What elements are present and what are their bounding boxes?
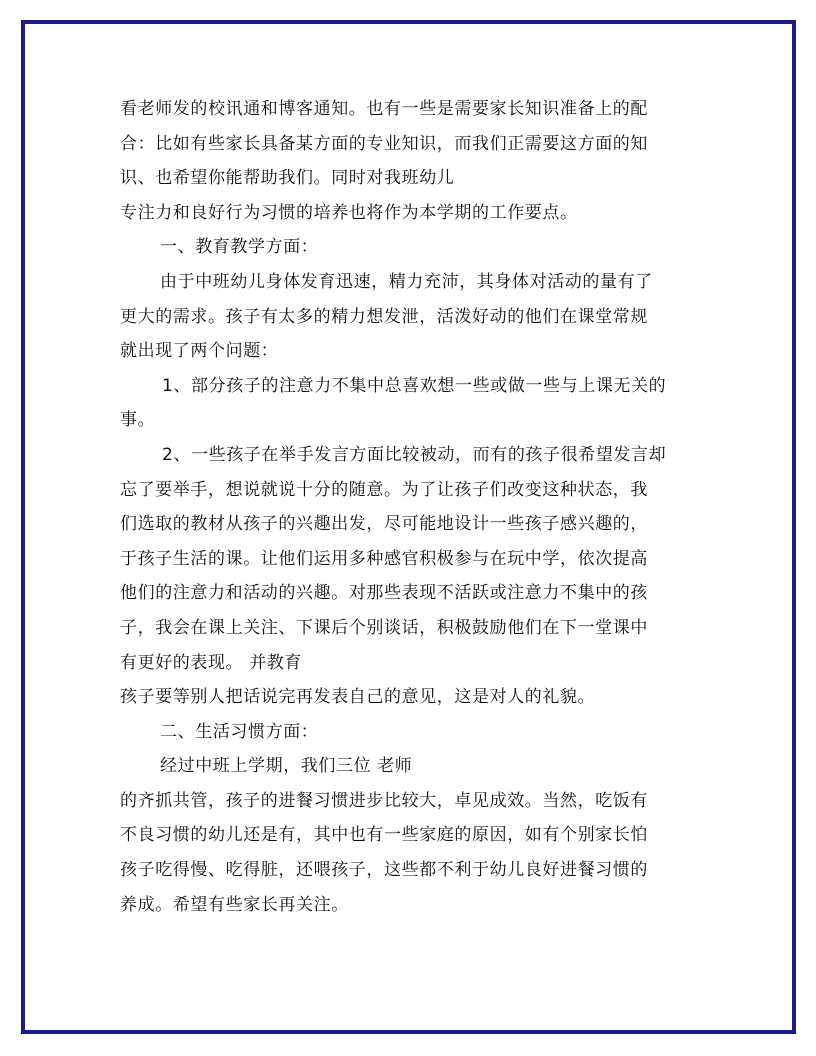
text-line: 不良习惯的幼儿还是有，其中也有一些家庭的原因，如有个别家长怕 [120,825,648,846]
text-line: 们选取的教材从孩子的兴趣出发，尽可能地设计一些孩子感兴趣的， [120,514,648,535]
text-line: 于孩子生活的课。让他们运用多种感官积极参与在玩中学，依次提高 [120,548,648,569]
text-line: 专注力和良好行为习惯的培养也将作为本学期的工作要点。 [120,202,578,223]
list-item: 2、一些孩子在举手发言方面比较被动，而有的孩子很希望发言却 [162,444,667,465]
text-line: 孩子吃得慢、吃得脏，还喂孩子，这些都不利于幼儿良好进餐习惯的 [120,860,648,881]
text-line: 经过中班上学期，我们三位 老师 [160,756,413,777]
text-line: 子，我会在课上关注、下课后个别谈话，积极鼓励他们在下一堂课中 [120,617,648,638]
text-line: 养成。希望有些家长再关注。 [120,894,349,915]
section-heading: 二、生活习惯方面： [160,721,319,742]
document-body [120,92,700,922]
text-line: 合：比如有些家长具备某方面的专业知识，而我们正需要这方面的知 [120,133,648,154]
section-heading: 一、教育教学方面： [160,237,319,258]
text-line: 更大的需求。孩子有太多的精力想发泄，活泼好动的他们在课堂常规 [120,306,648,327]
text-line: 的齐抓共管，孩子的进餐习惯进步比较大，卓见成效。当然，吃饭有 [120,790,648,811]
text-line: 看老师发的校讯通和博客通知。也有一些是需要家长知识准备上的配 [120,99,648,119]
text-line: 识、也希望你能帮助我们。同时对我班幼儿 [120,168,455,189]
text-line: 他们的注意力和活动的兴趣。对那些表现不活跃或注意力不集中的孩 [120,583,648,604]
text-line: 事。 [120,410,156,431]
text-line: 由于中班幼儿身体发育迅速，精力充沛，其身体对活动的量有了 [160,271,653,292]
text-line: 就出现了两个问题： [120,341,279,362]
text-line: 孩子要等别人把话说完再发表自己的意见，这是对人的礼貌。 [120,687,596,708]
text-line: 忘了要举手，想说就说十分的随意。为了让孩子们改变这种状态，我 [120,479,648,500]
list-item: 1、部分孩子的注意力不集中总喜欢想一些或做一些与上课无关的 [162,375,667,396]
text-line: 有更好的表现。 并教育 [120,652,303,673]
